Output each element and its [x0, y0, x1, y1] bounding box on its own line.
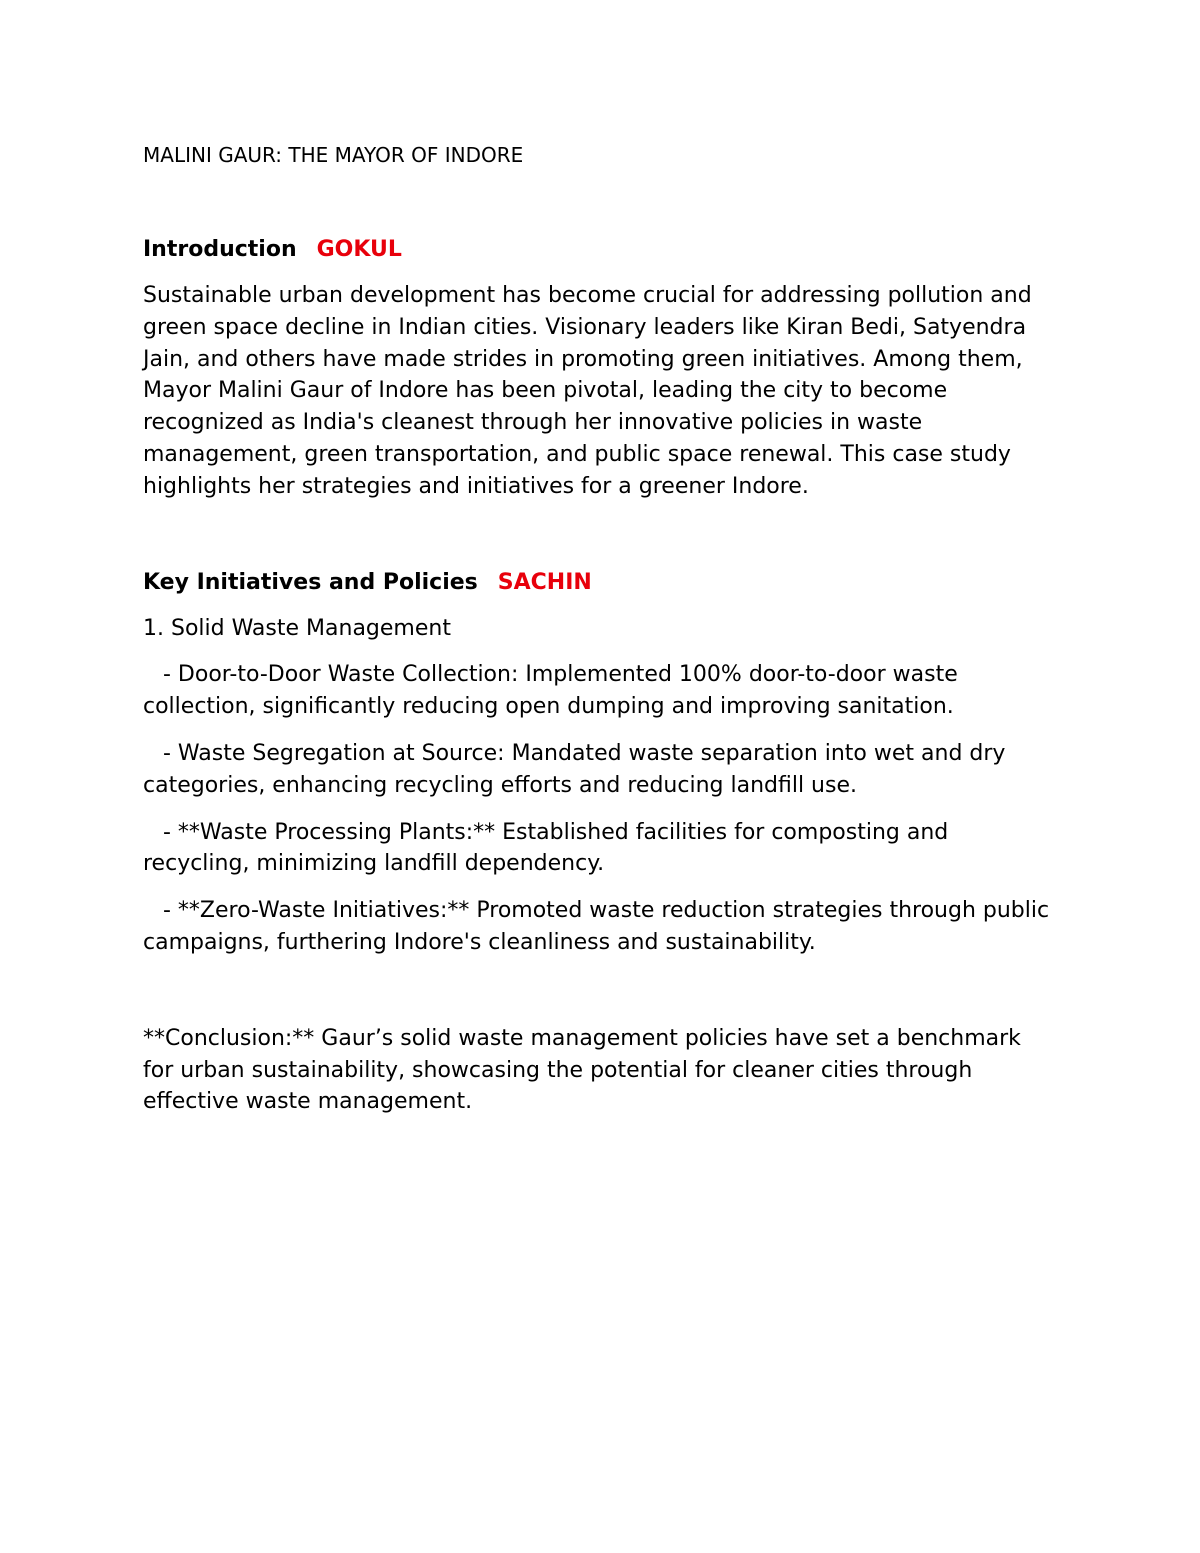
introduction-heading: Introduction — [143, 237, 297, 262]
bullet-text: - **Waste Processing Plants:** Established facilities for composting and recycling, minimizing landfill dependency. — [143, 819, 949, 877]
bullet-processing-plants — [143, 817, 1053, 881]
bullet-text: - Door-to-Door Waste Collection: Implemented 100% door-to-door waste collection, significantly reducing open dumping and improving sanitation. — [143, 662, 958, 720]
introduction-heading-line — [143, 234, 1053, 266]
document-content — [143, 140, 1053, 1118]
key-initiatives-assignee: SACHIN — [497, 569, 592, 595]
bullet-door-to-door — [143, 659, 1053, 723]
bullet-text: - Waste Segregation at Source: Mandated waste separation into wet and dry categories, enhancing recycling efforts and reducing landfill use. — [143, 740, 1006, 798]
solid-waste-subheading: 1. Solid Waste Management — [143, 615, 451, 641]
introduction-assignee: GOKUL — [316, 237, 402, 262]
conclusion-paragraph: **Conclusion:** Gaur’s solid waste management policies have set a benchmark for urban sustainability, showcasing the potential for cleaner cities through effective waste management. — [143, 1025, 1021, 1115]
bullet-text: - **Zero-Waste Initiatives:** Promoted waste reduction strategies through public campaigns, furthering Indore's cleanliness and sustainability. — [143, 898, 1050, 955]
key-initiatives-heading-line — [143, 567, 1053, 599]
bullet-zero-waste — [143, 895, 1053, 959]
key-initiatives-heading: Key Initiatives and Policies — [143, 569, 478, 595]
bullet-segregation — [143, 738, 1053, 802]
document-title: MALINI GAUR: THE MAYOR OF INDORE — [143, 143, 524, 167]
introduction-paragraph: Sustainable urban development has become crucial for addressing pollution and green space decline in Indian cities. Visionary leaders like Kiran Bedi, Satyendra Jain, and others have made strides in promoting green initiatives. Among them, Mayor Malini Gaur of Indore has been pivotal, leading the city to become recognized as India's cleanest through her innovative policies in waste management, green transportation, and public space renewal. This case study highlights her strategies and initiatives for a greener Indore. — [143, 283, 1032, 499]
